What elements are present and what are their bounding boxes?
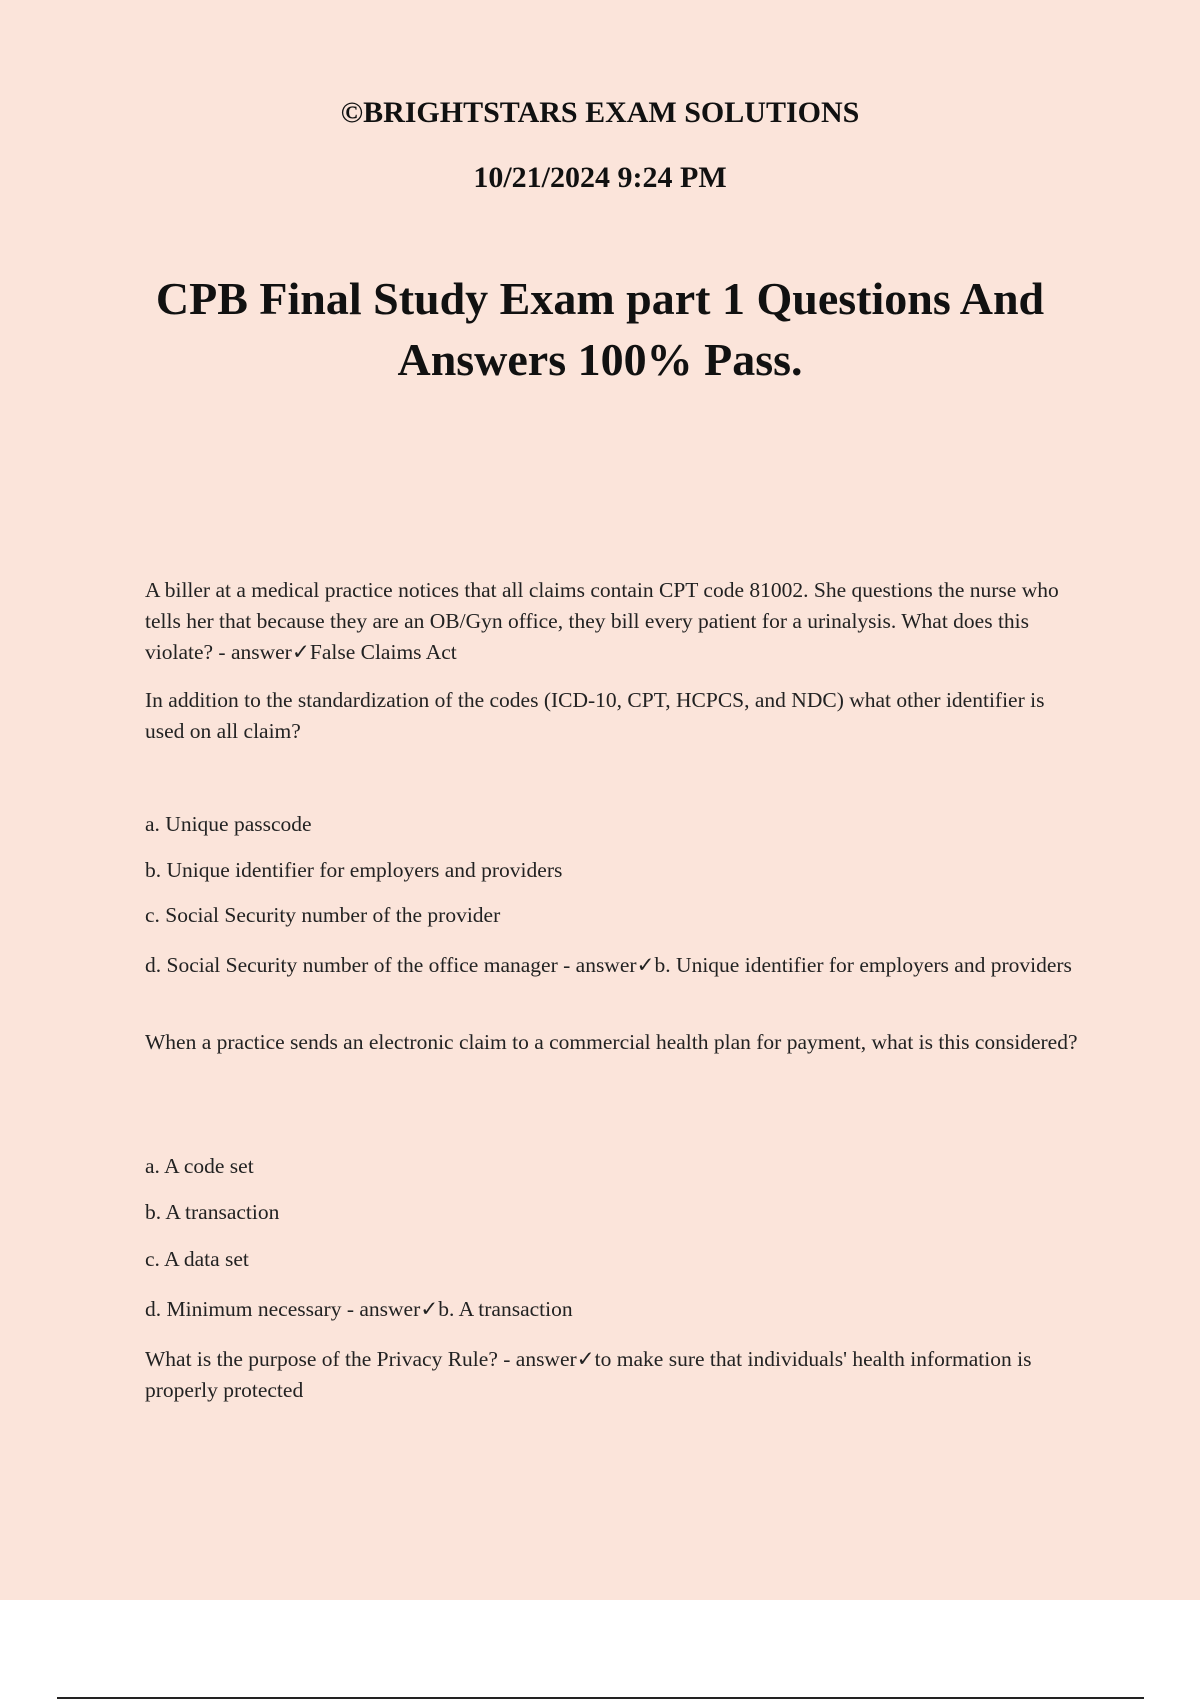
question-2: In addition to the standardization of the codes (ICD-10, CPT, HCPCS, and NDC) what other identifier is used on all claim? <box>145 688 1045 743</box>
header-datetime: 10/21/2024 9:24 PM <box>473 161 727 194</box>
question-3-option-a: a. A code set <box>145 1154 254 1178</box>
title-line-2: Answers 100% Pass. <box>397 334 803 385</box>
question-2-option-b: b. Unique identifier for employers and providers <box>145 858 563 882</box>
title-line-1: CPB Final Study Exam part 1 Questions And <box>155 273 1045 324</box>
question-4: What is the purpose of the Privacy Rule? - answer✓to make sure that individuals' health information is properly protected <box>145 1347 1032 1402</box>
question-1: A biller at a medical practice notices that all claims contain CPT code 81002. She questions the nurse who tells her that because they are an OB/Gyn office, they bill every patient for a urinalysis. What does this violate? - answer✓False Claims Act <box>145 578 1059 664</box>
question-2-option-d: d. Social Security number of the office manager - answer✓b. Unique identifier for employers and providers <box>145 953 1072 977</box>
document-title <box>100 268 1100 390</box>
question-2-option-c: c. Social Security number of the provider <box>145 903 501 927</box>
question-3-option-b: b. A transaction <box>145 1200 280 1224</box>
question-3: When a practice sends an electronic claim to a commercial health plan for payment, what is this considered? <box>145 1030 1078 1054</box>
company-header: ©BRIGHTSTARS EXAM SOLUTIONS <box>340 96 860 129</box>
question-2-option-a: a. Unique passcode <box>145 812 312 836</box>
question-3-option-d: d. Minimum necessary - answer✓b. A transaction <box>145 1297 573 1321</box>
footer-divider <box>57 1697 1144 1699</box>
question-3-option-c: c. A data set <box>145 1247 249 1271</box>
